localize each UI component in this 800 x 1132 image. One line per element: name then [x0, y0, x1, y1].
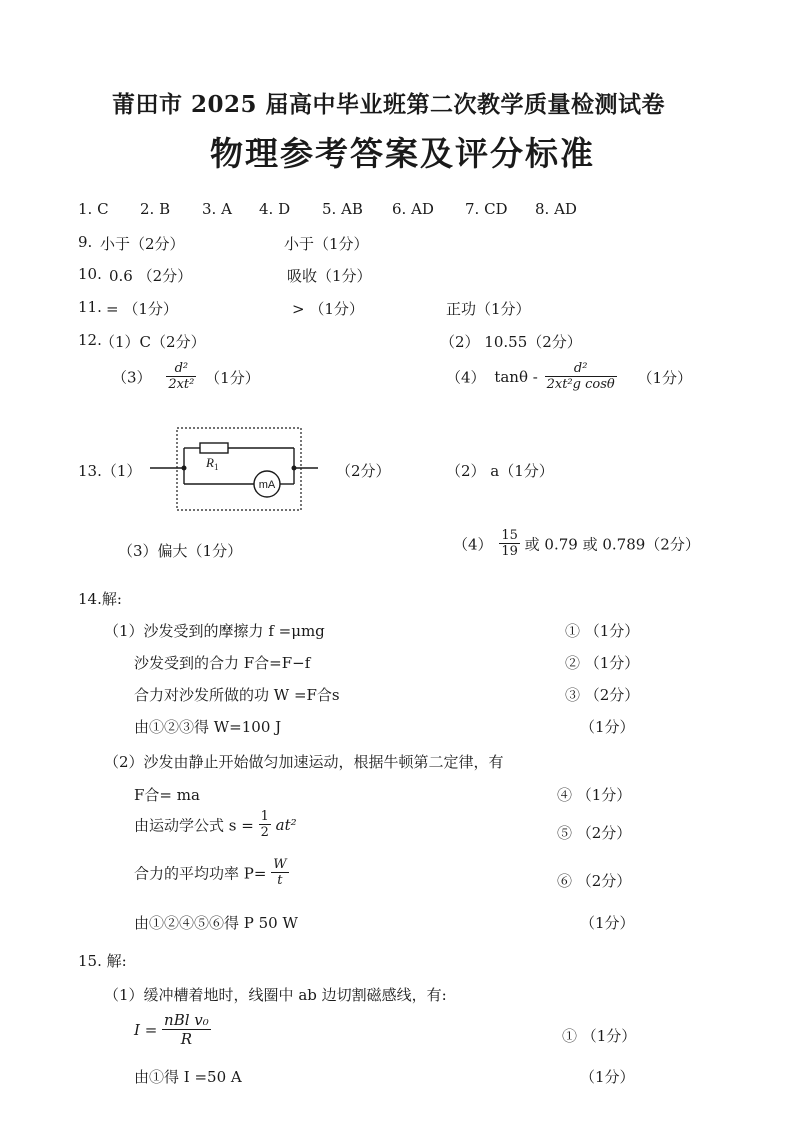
- mcq-answer: 3. A: [202, 200, 232, 218]
- q14-p-fraction: [271, 858, 288, 888]
- q13-part4-label: （4）: [453, 535, 493, 554]
- mcq-answer: 8. AD: [535, 200, 577, 218]
- q12-part3-fraction: [166, 362, 196, 392]
- q15-equation: [134, 1012, 211, 1048]
- q12-part3: [112, 362, 260, 392]
- fraction-numerator: nBl v₀: [164, 1011, 209, 1029]
- mcq-row: [78, 200, 577, 218]
- q14-line: （1）沙发受到的摩擦力 f =μmg: [104, 622, 325, 640]
- q13-part4: [453, 529, 700, 559]
- q15-eq-left: I =: [134, 1021, 158, 1039]
- q15-eq-fraction: [162, 1012, 211, 1048]
- exam-title: 莆田市 2025 届高中毕业班第二次教学质量检测试卷: [112, 91, 666, 118]
- q11-number: 11.: [78, 298, 102, 316]
- q15-mark: ① （1分）: [562, 1027, 637, 1045]
- fraction-denominator: 19: [501, 544, 518, 559]
- q14-line: 沙发受到的合力 F合=F−f: [134, 654, 311, 672]
- q12-part4-prefix: tanθ -: [494, 368, 538, 386]
- q12-part4-score: （1分）: [637, 368, 693, 387]
- fraction-denominator: 2: [260, 825, 269, 840]
- q12-number: 12.: [78, 331, 102, 349]
- fraction-denominator: 2xt²g cosθ: [546, 377, 615, 392]
- q14-line: 由运动学公式 s =: [134, 816, 254, 835]
- q13-part4-fraction: [499, 529, 520, 559]
- q14-mark: ④ （1分）: [557, 786, 632, 804]
- q12-part4-label: （4）: [446, 368, 486, 387]
- q9-answer-1: 小于（2分）: [100, 235, 185, 253]
- q12-part4-fraction: [545, 362, 617, 392]
- fraction-numerator: d²: [174, 361, 189, 376]
- q14-mark: ② （1分）: [565, 654, 640, 672]
- dashed-box: [177, 428, 301, 510]
- q10-answer-1: 0.6 （2分）: [109, 267, 193, 285]
- meter-label: mA: [258, 479, 276, 491]
- q12-answer-2: （2） 10.55（2分）: [440, 333, 582, 351]
- fraction-denominator: R: [162, 1029, 211, 1048]
- q15-line: 由①得 I =50 A: [134, 1068, 242, 1086]
- q14-line: 合力的平均功率 P=: [134, 864, 267, 883]
- circuit-diagram: [150, 424, 330, 514]
- q15-mark: （1分）: [580, 1068, 635, 1086]
- mcq-answer: 2. B: [140, 200, 171, 218]
- q13-answer-3: （3）偏大（1分）: [118, 542, 243, 560]
- q14-mark: ⑥ （2分）: [557, 872, 632, 890]
- q12-part3-score: （1分）: [205, 368, 260, 387]
- q14-line: F合= ma: [134, 786, 200, 804]
- q11-answer-1: = （1分）: [106, 300, 178, 318]
- q14-s-tail: at²: [275, 816, 297, 834]
- q15-line: （1）缓冲槽着地时，线圈中 ab 边切割磁感线，有:: [104, 986, 447, 1004]
- q14-mark: （1分）: [580, 914, 635, 932]
- fraction-numerator: d²: [573, 361, 588, 376]
- q10-answer-2: 吸收（1分）: [287, 267, 372, 285]
- q9-number: 9.: [78, 233, 93, 251]
- q14-line: 合力对沙发所做的功 W =F合s: [134, 686, 340, 704]
- q9-answer-2: 小于（1分）: [284, 235, 369, 253]
- mcq-answer: 7. CD: [465, 200, 508, 218]
- mcq-answer: 1. C: [78, 200, 109, 218]
- q12-answer-1: （1）C（2分）: [100, 333, 206, 351]
- q14-line: 由①②③得 W=100 J: [134, 718, 282, 736]
- q13-score-1: （2分）: [336, 462, 391, 480]
- fraction-numerator: 1: [260, 809, 269, 824]
- q14-line: （2）沙发由静止开始做匀加速运动，根据牛顿第二定律，有: [104, 753, 504, 771]
- resistor-label: $R_1$: [206, 455, 219, 472]
- mcq-answer: 6. AD: [392, 200, 434, 218]
- q12-part3-label: （3）: [112, 368, 152, 387]
- q13-part4-rest: 或 0.79 或 0.789（2分）: [524, 535, 700, 554]
- mcq-answer: 5. AB: [322, 200, 363, 218]
- q13-answer-2: （2） a（1分）: [446, 462, 554, 480]
- fraction-denominator: 2xt²: [168, 377, 195, 392]
- fraction-numerator: 15: [501, 528, 518, 543]
- q14-mark: ① （1分）: [565, 622, 640, 640]
- mcq-answer: 4. D: [259, 200, 291, 218]
- q14-power: [134, 858, 289, 888]
- q15-heading: 15. 解:: [78, 952, 127, 970]
- q11-answer-2: > （1分）: [292, 300, 364, 318]
- resistor-symbol: [200, 443, 228, 453]
- fraction-numerator: W: [273, 857, 287, 872]
- fraction-denominator: t: [271, 872, 288, 888]
- q14-mark: ⑤ （2分）: [557, 824, 632, 842]
- q10-number: 10.: [78, 265, 102, 283]
- q14-mark: （1分）: [580, 718, 635, 736]
- answer-title: 物理参考答案及评分标准: [210, 134, 595, 173]
- q14-heading: 14.解:: [78, 590, 122, 608]
- q14-mark: ③ （2分）: [565, 686, 640, 704]
- q14-s-fraction: [259, 810, 271, 840]
- q12-part4: [446, 362, 692, 392]
- q14-kinematics: [134, 810, 297, 840]
- q11-answer-3: 正功（1分）: [446, 300, 531, 318]
- q13-number: 13.（1）: [78, 462, 142, 480]
- q14-line: 由①②④⑤⑥得 P 50 W: [134, 914, 298, 932]
